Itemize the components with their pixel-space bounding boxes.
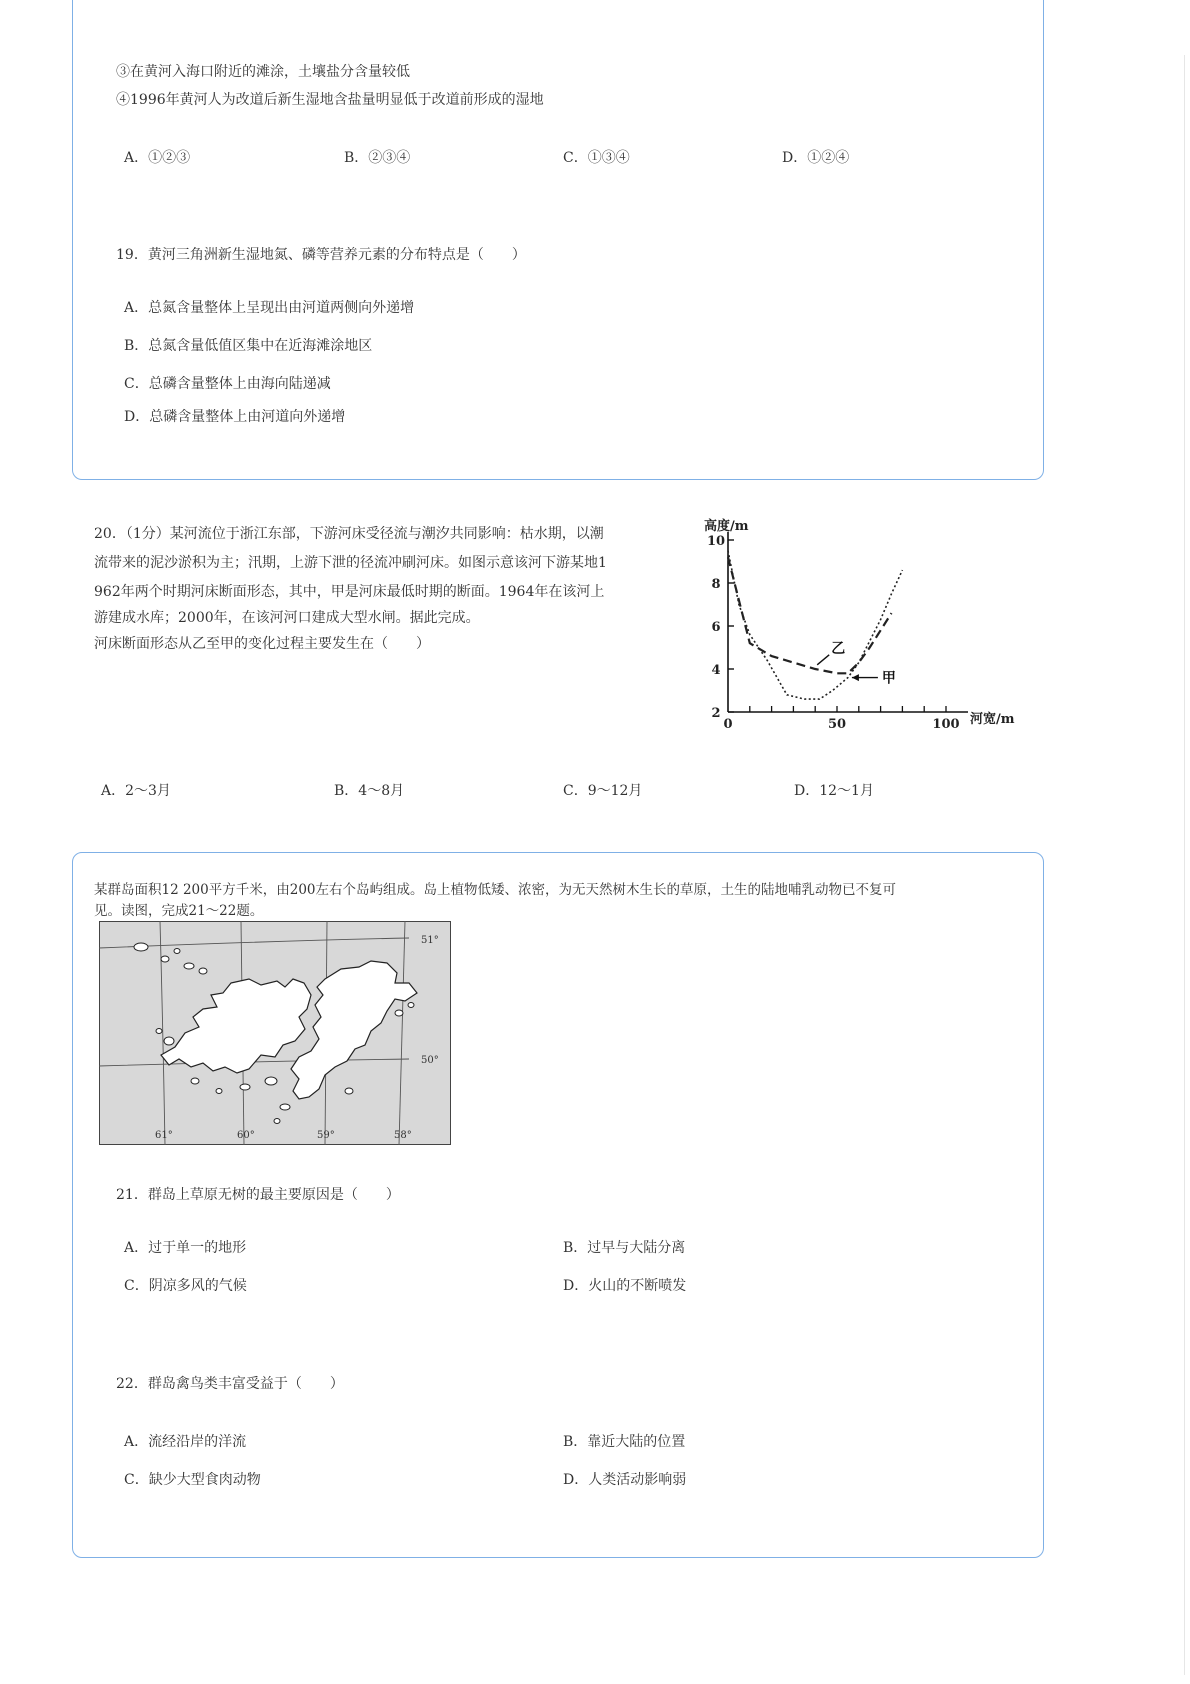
- lat-label-50: 50°: [421, 1055, 439, 1066]
- q19-option-a[interactable]: A．总氮含量整体上呈现出由河道两侧向外递增: [124, 300, 415, 316]
- statement-3: ③在黄河入海口附近的滩涂，土壤盐分含量较低: [116, 64, 410, 80]
- q20-line-2: 流带来的泥沙淤积为主；汛期，上游下泄的径流冲刷河床。如图示意该河下游某地1: [94, 555, 607, 571]
- chart-ticks: [707, 534, 960, 732]
- q22-option-b[interactable]: B．靠近大陆的位置: [563, 1434, 686, 1450]
- riverbed-section-chart: [696, 512, 1026, 742]
- y-tick-label: 8: [711, 577, 721, 592]
- q21-option-c[interactable]: C．阴凉多风的气候: [124, 1278, 247, 1294]
- statement-4: ④1996年黄河人为改道后新生湿地含盐量明显低于改道前形成的湿地: [116, 92, 544, 108]
- archipelago-map: [99, 921, 451, 1145]
- lon-label-61: 61°: [155, 1130, 173, 1141]
- lon-label-59: 59°: [317, 1130, 335, 1141]
- y-tick-label: 6: [711, 620, 721, 635]
- chart-series: [728, 551, 902, 699]
- q21-22-intro-line-1: 某群岛面积12 200平方千米，由200左右个岛屿组成。岛上植物低矮、浓密，为无天然树木生长的草原，土生的陆地哺乳动物已不复可: [94, 882, 897, 898]
- q18-option-c[interactable]: C．①③④: [563, 150, 630, 166]
- q18-option-a[interactable]: A．①②③: [124, 150, 191, 166]
- q21-option-d[interactable]: D．火山的不断喷发: [563, 1278, 687, 1294]
- lat-label-51: 51°: [421, 935, 439, 946]
- series-label-甲: 甲: [881, 670, 896, 687]
- lon-label-60: 60°: [237, 1130, 255, 1141]
- page-right-rule: [1184, 55, 1185, 1675]
- y-axis-label: 高度/m: [704, 519, 749, 534]
- q22-option-a[interactable]: A．流经沿岸的洋流: [124, 1434, 247, 1450]
- q18-option-b[interactable]: B．②③④: [344, 150, 411, 166]
- x-tick-label: 0: [723, 717, 733, 732]
- x-axis-label: 河宽/m: [970, 712, 1015, 727]
- y-tick-label: 10: [706, 534, 726, 549]
- q20-line-3: 962年两个时期河床断面形态，其中，甲是河床最低时期的断面。1964年在该河上: [94, 584, 605, 600]
- q22-stem: 22．群岛禽鸟类丰富受益于（ ）: [116, 1376, 344, 1392]
- q21-option-b[interactable]: B．过早与大陆分离: [563, 1240, 686, 1256]
- q20-option-d[interactable]: D．12～1月: [794, 783, 874, 799]
- y-tick-label: 4: [711, 663, 721, 678]
- series-line-乙: [728, 557, 892, 673]
- q21-stem: 21．群岛上草原无树的最主要原因是（ ）: [116, 1187, 400, 1203]
- q22-option-c[interactable]: C．缺少大型食肉动物: [124, 1472, 261, 1488]
- q19-stem: 19．黄河三角洲新生湿地氮、磷等营养元素的分布特点是（ ）: [116, 247, 526, 263]
- q18-option-d[interactable]: D．①②④: [782, 150, 850, 166]
- x-tick-label: 50: [827, 717, 847, 732]
- q20-option-b[interactable]: B．4～8月: [334, 783, 405, 799]
- q19-option-b[interactable]: B．总氮含量低值区集中在近海滩涂地区: [124, 338, 373, 354]
- q21-22-intro-line-2: 见。读图，完成21～22题。: [94, 903, 264, 919]
- chart-axes: [728, 532, 968, 712]
- q20-option-c[interactable]: C．9～12月: [563, 783, 643, 799]
- q20-option-a[interactable]: A．2～3月: [101, 783, 171, 799]
- lon-label-58: 58°: [394, 1130, 412, 1141]
- series-line-甲: [728, 551, 902, 699]
- x-tick-label: 100: [932, 717, 960, 732]
- series-label-乙: 乙: [831, 640, 846, 657]
- y-tick-label: 2: [711, 706, 721, 721]
- q20-line-4: 游建成水库；2000年，在该河河口建成大型水闸。据此完成。: [94, 610, 480, 626]
- q20-question: 河床断面形态从乙至甲的变化过程主要发生在（ ）: [94, 636, 430, 652]
- q22-option-d[interactable]: D．人类活动影响弱: [563, 1472, 687, 1488]
- q19-option-d[interactable]: D．总磷含量整体上由河道向外递增: [124, 409, 346, 425]
- q21-option-a[interactable]: A．过于单一的地形: [124, 1240, 247, 1256]
- q19-option-c[interactable]: C．总磷含量整体上由海向陆递减: [124, 376, 331, 392]
- q20-line-1: 20．（1分）某河流位于浙江东部，下游河床受径流与潮汐共同影响：枯水期，以潮: [94, 526, 604, 542]
- series-arrowhead-甲: [852, 674, 859, 681]
- series-pointer-乙: [817, 655, 829, 665]
